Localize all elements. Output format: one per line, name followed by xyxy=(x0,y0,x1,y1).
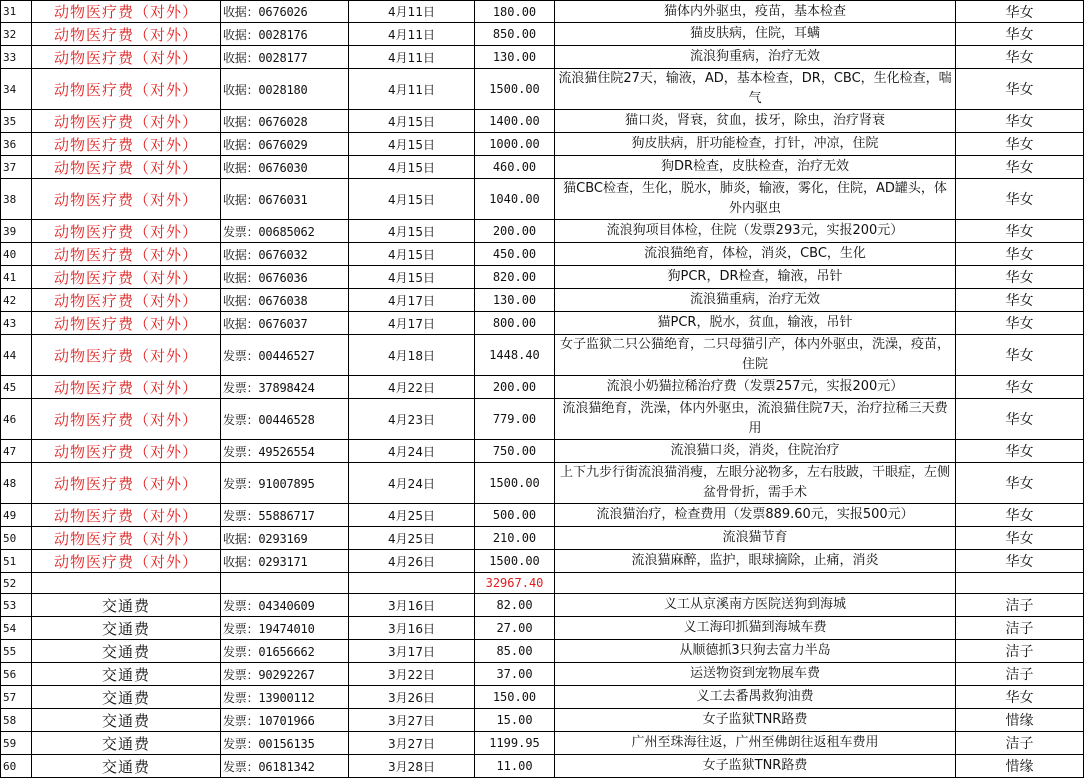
receipt-number-cell[interactable]: 收据：0676028 xyxy=(221,110,349,133)
description-cell[interactable]: 猫口炎，肾衰，贫血，拔牙，除虫，治疗肾衰 xyxy=(555,110,956,133)
handler-cell[interactable]: 华女 xyxy=(956,110,1084,133)
date-cell[interactable]: 4月23日 xyxy=(349,399,475,440)
row-number[interactable]: 38 xyxy=(1,179,32,220)
row-number[interactable]: 36 xyxy=(1,133,32,156)
handler-cell[interactable]: 洁子 xyxy=(956,617,1084,640)
table-row xyxy=(1,335,1084,376)
row-number[interactable]: 31 xyxy=(1,1,32,23)
category-cell[interactable]: 动物医疗费（对外） xyxy=(32,463,221,504)
date-cell[interactable]: 4月15日 xyxy=(349,179,475,220)
category-cell[interactable]: 动物医疗费（对外） xyxy=(32,550,221,573)
row-number[interactable]: 60 xyxy=(1,755,32,778)
receipt-number-cell[interactable] xyxy=(221,573,349,594)
receipt-number-cell[interactable]: 发票：37898424 xyxy=(221,376,349,399)
date-cell[interactable]: 3月16日 xyxy=(349,617,475,640)
amount-cell[interactable]: 850.00 xyxy=(475,23,555,46)
category-cell[interactable] xyxy=(32,573,221,594)
amount-cell[interactable]: 1400.00 xyxy=(475,110,555,133)
category-cell[interactable]: 交通费 xyxy=(32,663,221,686)
receipt-number-cell[interactable]: 发票：00156135 xyxy=(221,732,349,755)
date-cell[interactable]: 3月27日 xyxy=(349,732,475,755)
category-cell[interactable]: 交通费 xyxy=(32,640,221,663)
date-cell[interactable]: 3月22日 xyxy=(349,663,475,686)
description-cell[interactable]: 狗皮肤病，肝功能检查，打针，冲凉，住院 xyxy=(555,133,956,156)
category-cell[interactable]: 交通费 xyxy=(32,709,221,732)
row-number[interactable]: 51 xyxy=(1,550,32,573)
date-cell[interactable]: 4月15日 xyxy=(349,133,475,156)
category-cell[interactable]: 动物医疗费（对外） xyxy=(32,312,221,335)
description-cell[interactable]: 流浪猫口炎，消炎，住院治疗 xyxy=(555,440,956,463)
category-cell[interactable]: 动物医疗费（对外） xyxy=(32,376,221,399)
receipt-number-cell[interactable]: 收据：0293171 xyxy=(221,550,349,573)
category-cell[interactable]: 动物医疗费（对外） xyxy=(32,289,221,312)
receipt-number-cell[interactable]: 发票：13900112 xyxy=(221,686,349,709)
category-cell[interactable]: 动物医疗费（对外） xyxy=(32,527,221,550)
date-cell[interactable]: 3月28日 xyxy=(349,755,475,778)
receipt-number-cell[interactable]: 发票：10701966 xyxy=(221,709,349,732)
category-cell[interactable]: 动物医疗费（对外） xyxy=(32,179,221,220)
category-cell[interactable]: 动物医疗费（对外） xyxy=(32,110,221,133)
amount-cell[interactable]: 210.00 xyxy=(475,527,555,550)
category-cell[interactable]: 交通费 xyxy=(32,617,221,640)
row-number[interactable]: 56 xyxy=(1,663,32,686)
handler-cell[interactable]: 华女 xyxy=(956,335,1084,376)
receipt-number-cell[interactable]: 收据：0676031 xyxy=(221,179,349,220)
description-cell[interactable]: 猫体内外驱虫，疫苗，基本检查 xyxy=(555,1,956,23)
row-number[interactable]: 52 xyxy=(1,573,32,594)
row-number[interactable]: 55 xyxy=(1,640,32,663)
receipt-number-cell[interactable]: 收据：0028176 xyxy=(221,23,349,46)
description-cell[interactable]: 猫CBC检查，生化，脱水，肺炎，输液，雾化，住院，AD罐头，体外内驱虫 xyxy=(555,179,956,220)
handler-cell[interactable]: 华女 xyxy=(956,156,1084,179)
receipt-number-cell[interactable]: 发票：90292267 xyxy=(221,663,349,686)
receipt-number-cell[interactable]: 收据：0676036 xyxy=(221,266,349,289)
row-number[interactable]: 58 xyxy=(1,709,32,732)
handler-cell[interactable]: 洁子 xyxy=(956,732,1084,755)
receipt-number-cell[interactable]: 收据：0028177 xyxy=(221,46,349,69)
table-row xyxy=(1,686,1084,709)
description-cell[interactable]: 流浪猫治疗，检查费用（发票889.60元，实报500元） xyxy=(555,504,956,527)
handler-cell[interactable]: 华女 xyxy=(956,69,1084,110)
date-cell[interactable]: 4月22日 xyxy=(349,376,475,399)
date-cell[interactable]: 4月24日 xyxy=(349,463,475,504)
date-cell[interactable]: 3月26日 xyxy=(349,686,475,709)
row-number[interactable]: 41 xyxy=(1,266,32,289)
description-cell[interactable]: 义工从京溪南方医院送狗到海城 xyxy=(555,594,956,617)
receipt-number-cell[interactable]: 发票：55886717 xyxy=(221,504,349,527)
table-row xyxy=(1,709,1084,732)
amount-cell[interactable]: 200.00 xyxy=(475,220,555,243)
date-cell[interactable]: 4月17日 xyxy=(349,289,475,312)
row-number[interactable]: 50 xyxy=(1,527,32,550)
table-row xyxy=(1,220,1084,243)
amount-cell[interactable]: 1500.00 xyxy=(475,69,555,110)
category-cell[interactable]: 动物医疗费（对外） xyxy=(32,440,221,463)
handler-cell[interactable]: 华女 xyxy=(956,376,1084,399)
description-cell[interactable]: 流浪猫绝育，洗澡，体内外驱虫，流浪猫住院7天，治疗拉稀三天费用 xyxy=(555,399,956,440)
date-cell[interactable]: 4月11日 xyxy=(349,46,475,69)
amount-cell[interactable]: 150.00 xyxy=(475,686,555,709)
date-cell[interactable] xyxy=(349,573,475,594)
row-number[interactable]: 39 xyxy=(1,220,32,243)
amount-cell[interactable]: 27.00 xyxy=(475,617,555,640)
table-row xyxy=(1,243,1084,266)
table-row xyxy=(1,399,1084,440)
description-cell[interactable]: 流浪猫麻醉，监护，眼球摘除，止痛，消炎 xyxy=(555,550,956,573)
handler-cell[interactable]: 华女 xyxy=(956,133,1084,156)
table-row xyxy=(1,46,1084,69)
receipt-number-cell[interactable]: 收据：0676026 xyxy=(221,1,349,23)
handler-cell[interactable]: 华女 xyxy=(956,463,1084,504)
amount-cell[interactable]: 37.00 xyxy=(475,663,555,686)
table-row xyxy=(1,133,1084,156)
description-cell[interactable]: 女子监狱二只公猫绝育，二只母猫引产，体内外驱虫，洗澡，疫苗，住院 xyxy=(555,335,956,376)
row-number[interactable]: 37 xyxy=(1,156,32,179)
row-number[interactable]: 42 xyxy=(1,289,32,312)
handler-cell[interactable]: 华女 xyxy=(956,312,1084,335)
category-cell[interactable]: 动物医疗费（对外） xyxy=(32,156,221,179)
handler-cell[interactable]: 华女 xyxy=(956,220,1084,243)
amount-cell[interactable]: 750.00 xyxy=(475,440,555,463)
row-number[interactable]: 59 xyxy=(1,732,32,755)
total-amount-cell[interactable]: 32967.40 xyxy=(475,573,555,594)
description-cell[interactable] xyxy=(555,573,956,594)
category-cell[interactable]: 动物医疗费（对外） xyxy=(32,266,221,289)
category-cell[interactable]: 动物医疗费（对外） xyxy=(32,46,221,69)
category-cell[interactable]: 动物医疗费（对外） xyxy=(32,1,221,23)
receipt-number-cell[interactable]: 收据：0028180 xyxy=(221,69,349,110)
row-number[interactable]: 57 xyxy=(1,686,32,709)
amount-cell[interactable]: 85.00 xyxy=(475,640,555,663)
table-row xyxy=(1,23,1084,46)
handler-cell[interactable]: 华女 xyxy=(956,46,1084,69)
amount-cell[interactable]: 180.00 xyxy=(475,1,555,23)
category-cell[interactable]: 动物医疗费（对外） xyxy=(32,504,221,527)
amount-cell[interactable]: 11.00 xyxy=(475,755,555,778)
amount-cell[interactable]: 820.00 xyxy=(475,266,555,289)
date-cell[interactable]: 4月26日 xyxy=(349,550,475,573)
date-cell[interactable]: 3月17日 xyxy=(349,640,475,663)
date-cell[interactable]: 4月15日 xyxy=(349,266,475,289)
amount-cell[interactable]: 460.00 xyxy=(475,156,555,179)
table-row xyxy=(1,550,1084,573)
receipt-number-cell[interactable]: 发票：19474010 xyxy=(221,617,349,640)
handler-cell[interactable]: 洁子 xyxy=(956,663,1084,686)
description-cell[interactable]: 流浪猫重病，治疗无效 xyxy=(555,289,956,312)
row-number[interactable]: 48 xyxy=(1,463,32,504)
table-row xyxy=(1,440,1084,463)
description-cell[interactable]: 狗DR检查，皮肤检查，治疗无效 xyxy=(555,156,956,179)
description-cell[interactable]: 从顺德抓3只狗去富力半岛 xyxy=(555,640,956,663)
description-cell[interactable]: 运送物资到宠物展车费 xyxy=(555,663,956,686)
table-row xyxy=(1,594,1084,617)
receipt-number-cell[interactable]: 收据：0293169 xyxy=(221,527,349,550)
handler-cell[interactable]: 华女 xyxy=(956,686,1084,709)
row-number[interactable]: 53 xyxy=(1,594,32,617)
description-cell[interactable]: 广州至珠海往返，广州至佛朗往返租车费用 xyxy=(555,732,956,755)
table-row xyxy=(1,527,1084,550)
description-cell[interactable]: 流浪小奶猫拉稀治疗费（发票257元，实报200元） xyxy=(555,376,956,399)
amount-cell[interactable]: 450.00 xyxy=(475,243,555,266)
handler-cell[interactable]: 华女 xyxy=(956,243,1084,266)
amount-cell[interactable]: 1448.40 xyxy=(475,335,555,376)
amount-cell[interactable]: 800.00 xyxy=(475,312,555,335)
date-cell[interactable]: 4月24日 xyxy=(349,440,475,463)
receipt-number-cell[interactable]: 收据：0676032 xyxy=(221,243,349,266)
category-cell[interactable]: 交通费 xyxy=(32,755,221,778)
table-row xyxy=(1,69,1084,110)
description-cell[interactable]: 流浪狗重病，治疗无效 xyxy=(555,46,956,69)
row-number[interactable]: 32 xyxy=(1,23,32,46)
description-cell[interactable]: 上下九步行街流浪猫消瘦，左眼分泌物多，左右肢跛，干眼症，左侧盆骨骨折，需手术 xyxy=(555,463,956,504)
category-cell[interactable]: 动物医疗费（对外） xyxy=(32,23,221,46)
table-row xyxy=(1,289,1084,312)
receipt-number-cell[interactable]: 发票：91007895 xyxy=(221,463,349,504)
category-cell[interactable]: 交通费 xyxy=(32,732,221,755)
date-cell[interactable]: 4月25日 xyxy=(349,504,475,527)
row-number[interactable]: 46 xyxy=(1,399,32,440)
category-cell[interactable]: 动物医疗费（对外） xyxy=(32,335,221,376)
category-cell[interactable]: 动物医疗费（对外） xyxy=(32,243,221,266)
amount-cell[interactable]: 1500.00 xyxy=(475,463,555,504)
table-row xyxy=(1,179,1084,220)
handler-cell[interactable]: 洁子 xyxy=(956,594,1084,617)
description-cell[interactable]: 女子监狱TNR路费 xyxy=(555,755,956,778)
category-cell[interactable]: 动物医疗费（对外） xyxy=(32,220,221,243)
description-cell[interactable]: 流浪狗项目体检，住院（发票293元，实报200元） xyxy=(555,220,956,243)
table-row xyxy=(1,573,1084,594)
description-cell[interactable]: 流浪猫住院27天，输液，AD，基本检查，DR，CBC，生化检查，喘气 xyxy=(555,69,956,110)
date-cell[interactable]: 4月11日 xyxy=(349,69,475,110)
amount-cell[interactable]: 130.00 xyxy=(475,289,555,312)
table-row xyxy=(1,617,1084,640)
row-number[interactable]: 47 xyxy=(1,440,32,463)
table-row xyxy=(1,312,1084,335)
date-cell[interactable]: 4月17日 xyxy=(349,312,475,335)
handler-cell[interactable]: 华女 xyxy=(956,289,1084,312)
row-number[interactable]: 35 xyxy=(1,110,32,133)
receipt-number-cell[interactable]: 收据：0676037 xyxy=(221,312,349,335)
spreadsheet-body xyxy=(1,1,1084,778)
row-number[interactable]: 43 xyxy=(1,312,32,335)
date-cell[interactable]: 4月15日 xyxy=(349,243,475,266)
row-number[interactable]: 49 xyxy=(1,504,32,527)
table-row xyxy=(1,266,1084,289)
amount-cell[interactable]: 1500.00 xyxy=(475,550,555,573)
row-number[interactable]: 33 xyxy=(1,46,32,69)
handler-cell[interactable]: 华女 xyxy=(956,266,1084,289)
description-cell[interactable]: 猫皮肤病，住院，耳螨 xyxy=(555,23,956,46)
amount-cell[interactable]: 500.00 xyxy=(475,504,555,527)
description-cell[interactable]: 猫PCR，脱水，贫血，输液，吊针 xyxy=(555,312,956,335)
handler-cell[interactable]: 惜缘 xyxy=(956,755,1084,778)
amount-cell[interactable]: 130.00 xyxy=(475,46,555,69)
description-cell[interactable]: 义工去番禺救狗油费 xyxy=(555,686,956,709)
receipt-number-cell[interactable]: 发票：06181342 xyxy=(221,755,349,778)
receipt-number-cell[interactable]: 发票：00446528 xyxy=(221,399,349,440)
amount-cell[interactable]: 15.00 xyxy=(475,709,555,732)
handler-cell[interactable]: 华女 xyxy=(956,179,1084,220)
receipt-number-cell[interactable]: 收据：0676030 xyxy=(221,156,349,179)
row-number[interactable]: 54 xyxy=(1,617,32,640)
receipt-number-cell[interactable]: 发票：49526554 xyxy=(221,440,349,463)
row-number[interactable]: 45 xyxy=(1,376,32,399)
table-row xyxy=(1,376,1084,399)
description-cell[interactable]: 义工海印抓猫到海城车费 xyxy=(555,617,956,640)
date-cell[interactable]: 4月15日 xyxy=(349,220,475,243)
description-cell[interactable]: 女子监狱TNR路费 xyxy=(555,709,956,732)
description-cell[interactable]: 流浪猫节育 xyxy=(555,527,956,550)
category-cell[interactable]: 动物医疗费（对外） xyxy=(32,399,221,440)
table-row xyxy=(1,156,1084,179)
handler-cell[interactable]: 洁子 xyxy=(956,640,1084,663)
date-cell[interactable]: 4月18日 xyxy=(349,335,475,376)
amount-cell[interactable]: 82.00 xyxy=(475,594,555,617)
date-cell[interactable]: 4月11日 xyxy=(349,1,475,23)
row-number[interactable]: 44 xyxy=(1,335,32,376)
row-number[interactable]: 34 xyxy=(1,69,32,110)
table-row xyxy=(1,640,1084,663)
handler-cell[interactable]: 华女 xyxy=(956,504,1084,527)
description-cell[interactable]: 狗PCR，DR检查，输液，吊针 xyxy=(555,266,956,289)
table-row xyxy=(1,1,1084,23)
table-row xyxy=(1,755,1084,778)
date-cell[interactable]: 3月16日 xyxy=(349,594,475,617)
handler-cell[interactable]: 华女 xyxy=(956,527,1084,550)
amount-cell[interactable]: 779.00 xyxy=(475,399,555,440)
date-cell[interactable]: 4月25日 xyxy=(349,527,475,550)
table-row xyxy=(1,732,1084,755)
receipt-number-cell[interactable]: 发票：04340609 xyxy=(221,594,349,617)
date-cell[interactable]: 4月11日 xyxy=(349,23,475,46)
receipt-number-cell[interactable]: 收据：0676029 xyxy=(221,133,349,156)
handler-cell[interactable]: 惜缘 xyxy=(956,709,1084,732)
amount-cell[interactable]: 1199.95 xyxy=(475,732,555,755)
handler-cell[interactable]: 华女 xyxy=(956,1,1084,23)
handler-cell[interactable]: 华女 xyxy=(956,399,1084,440)
table-row xyxy=(1,663,1084,686)
receipt-number-cell[interactable]: 收据：0676038 xyxy=(221,289,349,312)
table-row xyxy=(1,110,1084,133)
category-cell[interactable]: 动物医疗费（对外） xyxy=(32,69,221,110)
table-row xyxy=(1,463,1084,504)
amount-cell[interactable]: 200.00 xyxy=(475,376,555,399)
handler-cell[interactable] xyxy=(956,573,1084,594)
receipt-number-cell[interactable]: 发票：01656662 xyxy=(221,640,349,663)
description-cell[interactable]: 流浪猫绝育，体检，消炎，CBC，生化 xyxy=(555,243,956,266)
date-cell[interactable]: 3月27日 xyxy=(349,709,475,732)
receipt-number-cell[interactable]: 发票：00685062 xyxy=(221,220,349,243)
handler-cell[interactable]: 华女 xyxy=(956,440,1084,463)
date-cell[interactable]: 4月15日 xyxy=(349,156,475,179)
category-cell[interactable]: 动物医疗费（对外） xyxy=(32,133,221,156)
receipt-number-cell[interactable]: 发票：00446527 xyxy=(221,335,349,376)
handler-cell[interactable]: 华女 xyxy=(956,23,1084,46)
table-row xyxy=(1,504,1084,527)
amount-cell[interactable]: 1040.00 xyxy=(475,179,555,220)
date-cell[interactable]: 4月15日 xyxy=(349,110,475,133)
row-number[interactable]: 40 xyxy=(1,243,32,266)
category-cell[interactable]: 交通费 xyxy=(32,594,221,617)
category-cell[interactable]: 交通费 xyxy=(32,686,221,709)
amount-cell[interactable]: 1000.00 xyxy=(475,133,555,156)
handler-cell[interactable]: 华女 xyxy=(956,550,1084,573)
